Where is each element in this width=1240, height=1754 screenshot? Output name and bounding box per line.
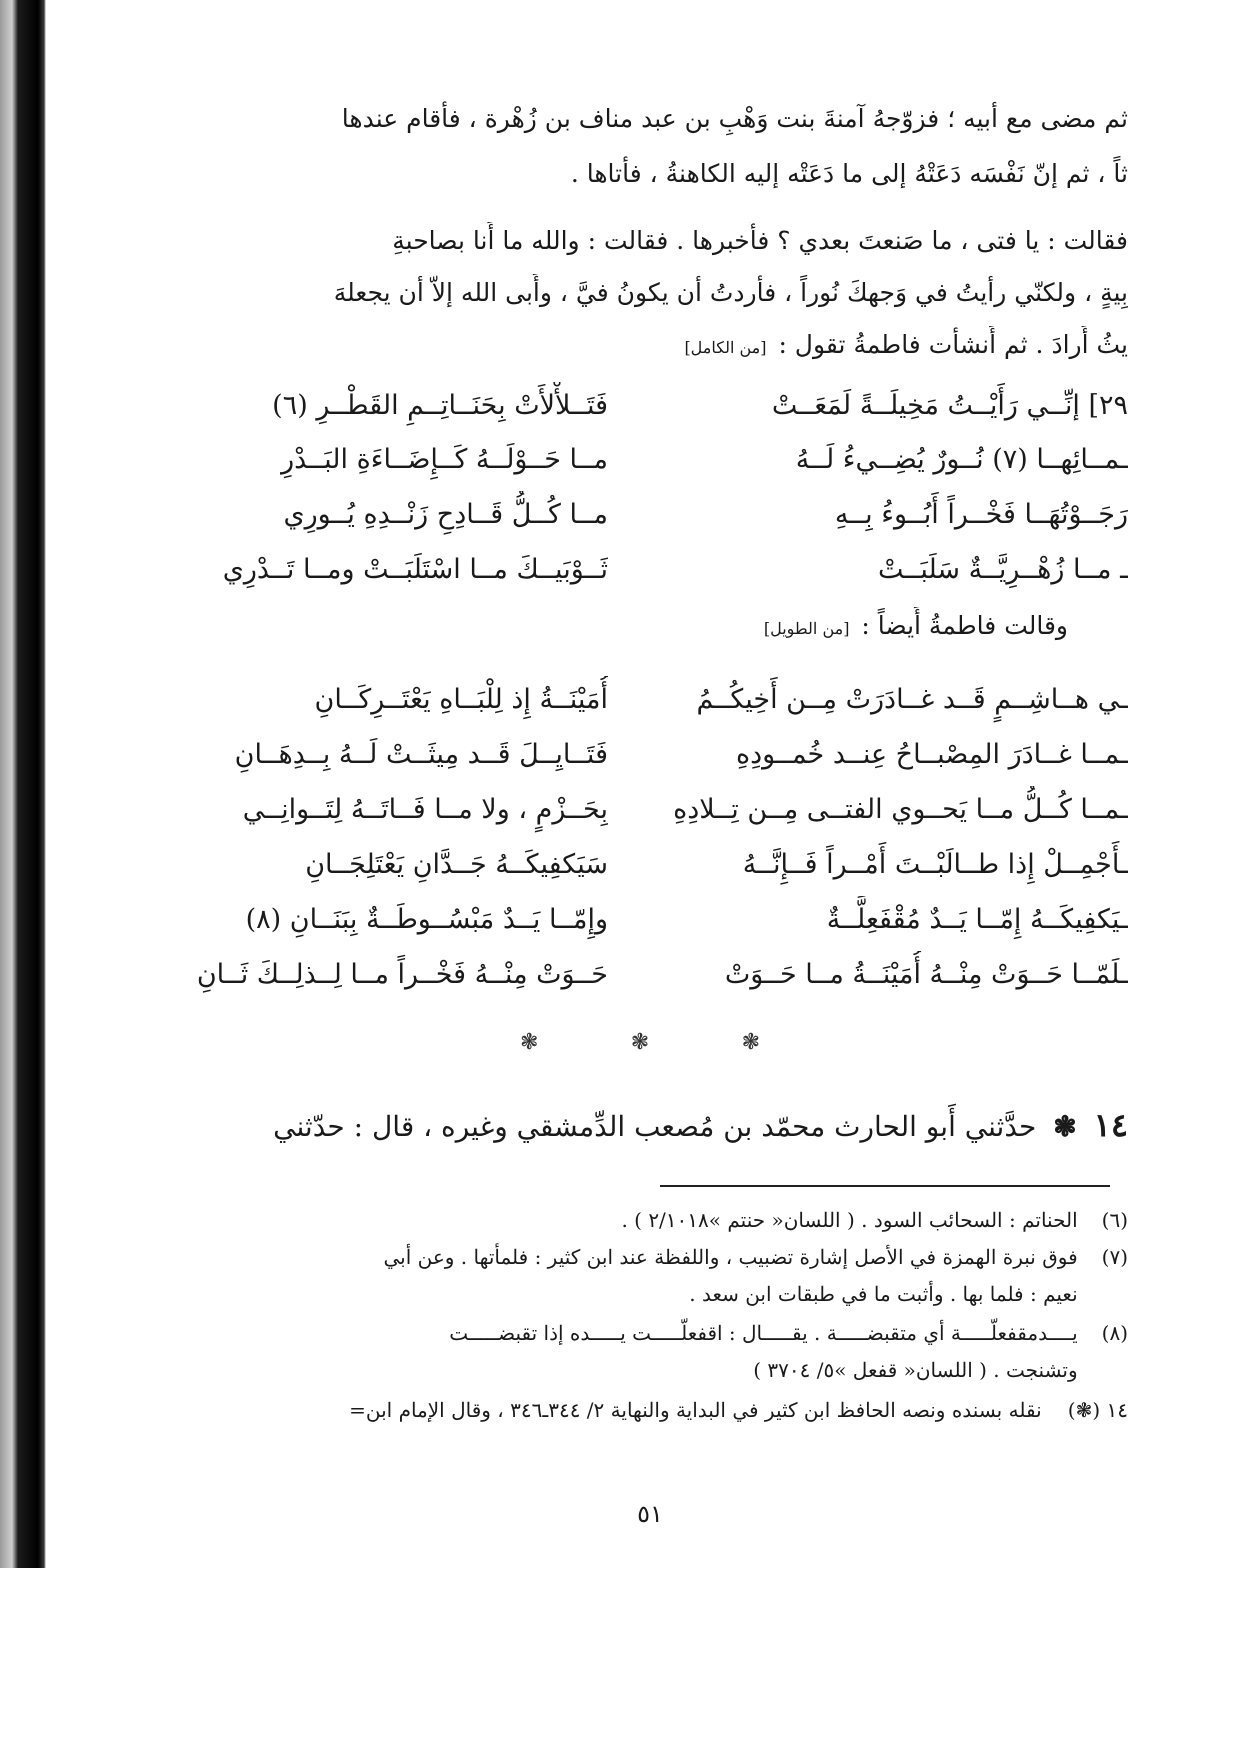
asterism-icon: ❃	[630, 1030, 650, 1055]
footnote-number: ١٤ (❃)	[1067, 1398, 1128, 1422]
poem-verse	[183, 676, 1128, 724]
verse-first-hemistich: ـي هــاشِــمٍ قَــد غــادَرَتْ مِــن أَخِيكُــمُ	[696, 684, 1128, 715]
footnote	[183, 1203, 1128, 1237]
book-page	[183, 0, 1128, 1568]
verse-second-hemistich: فَتَــلأْلأَتْ بِحَنَــاتِــمِ القَطْــرِ (٦)	[272, 390, 608, 421]
verse-first-hemistich: ٢٩] إنِّــي رَأَيْــتُ مَخِيلَــةً لَمَعَــتْ	[771, 390, 1128, 421]
verse-second-hemistich: بِحَــزْمٍ ، ولا مــا فَــاتَــهُ لِتَــوانِــي	[242, 794, 608, 825]
verse-second-hemistich: سَيَكفِيكَــهُ جَــدَّانِ يَعْتَلِجَــانِ	[305, 849, 608, 880]
footnote-number: (٦)	[1101, 1208, 1128, 1232]
meter-label: [من الكامل]	[684, 338, 767, 357]
footnote-continuation	[183, 1353, 1128, 1387]
prose-text: يثُ أَرادَ . ثم أَنشأت فاطمةُ تقول :	[778, 330, 1128, 359]
verse-first-hemistich: ـمــا غــادَرَ المِصْبــاحُ عِنــد خُمــودِهِ	[736, 739, 1128, 770]
prose-line-with-meter	[183, 326, 1128, 364]
prose-line: ثاً ، ثم إنّ نَفْسَه دَعَتْهُ إلى ما دَعَتْه إليه الكاهنةُ ، فأتاها .	[570, 159, 1128, 188]
meter-label: [من الطويل]	[763, 619, 850, 638]
footnote-number: (٨)	[1101, 1321, 1128, 1345]
asterism-icon: ❃	[741, 1030, 760, 1055]
verse-first-hemistich: ـمــا كُــلُّ مــا يَحــوي الفتــى مِــن تِــلادِهِ	[673, 794, 1128, 825]
verse-first-hemistich: ـ مــا زُهْــرِيَّــةٌ سَلَبَــتْ	[877, 554, 1128, 585]
verse-second-hemistich: وإِمّــا يَــدٌ مَبْسُــوطَــةٌ بِبَنَــانِ (٨)	[245, 904, 608, 935]
entry-number: ١٤	[1093, 1106, 1128, 1144]
verse-second-hemistich: ثَــوْبَيــكَ مــا اسْتَلَبَــتْ ومــا تَــدْرِي	[222, 554, 608, 585]
verse-second-hemistich: حَــوَتْ مِنْــهُ فَخْــراً مــا لِــذلِــكَ ثَــانِ	[196, 959, 608, 990]
poem-verse	[183, 896, 1128, 944]
verse-first-hemistich: ـأَجْمِــلْ إِذا طــالَبْــتَ أَمْــراً فَــإِنَّــهُ	[742, 849, 1128, 880]
verse-first-hemistich: ـمــائِهــا (٧) نُــورٌ يُضِــيءُ لَــهُ	[795, 444, 1128, 475]
verse-second-hemistich: مــا حَــوْلَــهُ كَــإِضَــاءَةِ البَــدْرِ	[281, 444, 608, 475]
verse-first-hemistich: رَجَــوْتُهَــا فَخْــراً أَبُــوءُ بِــهِ	[834, 499, 1128, 530]
verse-second-hemistich: أُمَيْنَــةُ إِذ لِلْبَــاهِ يَعْتَــرِكَــانِ	[314, 684, 608, 715]
prose-line-with-meter	[183, 607, 1128, 645]
section-divider	[520, 1030, 760, 1064]
poem-verse	[183, 731, 1128, 779]
scan-binding-shadow	[0, 0, 46, 1568]
footnote	[183, 1316, 1128, 1350]
poem-verse	[183, 491, 1128, 539]
prose-line: ثم مضى مع أبيه ؛ فزوّجهُ آمنةَ بنت وَهْبِ بن عبد مناف بن زُهْرة ، فأقام عندها	[341, 104, 1128, 133]
asterism-icon: ❃	[520, 1030, 539, 1055]
footnote-text: يــــدمقفعلّـــــة أي متقبضـــــة . يقـــــال : اقفعلّـــــت يـــــده إذا تقبضـــــت	[449, 1321, 1078, 1345]
entry-text: حدَّثني أَبو الحارث محمّد بن مُصعب الدِّمشقي وغيره ، قال : حدّثني	[273, 1110, 1037, 1143]
verse-first-hemistich: ـيَكفِيكَــهُ إِمّــا يَــدٌ مُقْفَعِلَّــةٌ	[826, 904, 1128, 935]
footnote-number: (٧)	[1101, 1245, 1128, 1269]
footnote	[183, 1240, 1128, 1274]
footnote-text: فوق نبرة الهمزة في الأصل إشارة تضبيب ، واللفظة عند ابن كثير : فلمأتها . وعن أبي	[383, 1245, 1078, 1269]
poem-verse	[183, 786, 1128, 834]
footnote-text: وتشنجت . ( اللسان« قفعل »٥/ ٣٧٠٤ )	[753, 1358, 1078, 1382]
poem-verse	[183, 546, 1128, 594]
footnote	[183, 1393, 1128, 1427]
poem-verse	[183, 382, 1128, 430]
poem-verse	[183, 436, 1128, 484]
prose-line: فقالت : يا فتى ، ما صَنعتَ بعدي ؟ فأَخبرها . فقالت : والله ما أَنا بصاحبةِ	[392, 226, 1128, 255]
new-entry-line	[183, 1100, 1128, 1150]
prose-line: بِيةٍ ، ولكنّي رأيتُ في وَجهكَ نُوراً ، فأَردتُ أن يكونُ فيَّ ، وأَبى الله إلاّ أن يجعلهَ	[333, 278, 1128, 307]
footnote-continuation	[183, 1277, 1128, 1311]
verse-second-hemistich: فَتَــايِــلَ قَــد مِيثَــتْ لَــهُ بِــدِهَــانِ	[234, 739, 608, 770]
page-number: ٥١	[637, 1500, 663, 1528]
entry-asterism-icon: ❃	[1053, 1110, 1077, 1143]
footnote-text: نعيم : فلما بها . وأثبت ما في طبقات ابن سعد .	[689, 1282, 1078, 1306]
poem-verse	[183, 951, 1128, 999]
footnote-text: الحناتم : السحائب السود . ( اللسان« حنتم »٢/١٠١٨ ) .	[621, 1208, 1078, 1232]
footnote-text: نقله بسنده ونصه الحافظ ابن كثير في البداية والنهاية ٢/ ٣٤٤ـ٣٤٦ ، وقال الإمام ابن=	[349, 1398, 1042, 1422]
prose-text: وقالت فاطمةُ أَيضاً :	[861, 611, 1068, 640]
poem-verse	[183, 841, 1128, 889]
verse-second-hemistich: مــا كُــلُّ قَــادِحِ زَنْــدِهِ يُــورِي	[283, 499, 608, 530]
verse-first-hemistich: ـلَمّــا حَــوَتْ مِنْــهُ أُمَيْنَــةُ مــا حَــوَتْ	[724, 959, 1128, 990]
footnote-separator	[660, 1185, 1110, 1187]
